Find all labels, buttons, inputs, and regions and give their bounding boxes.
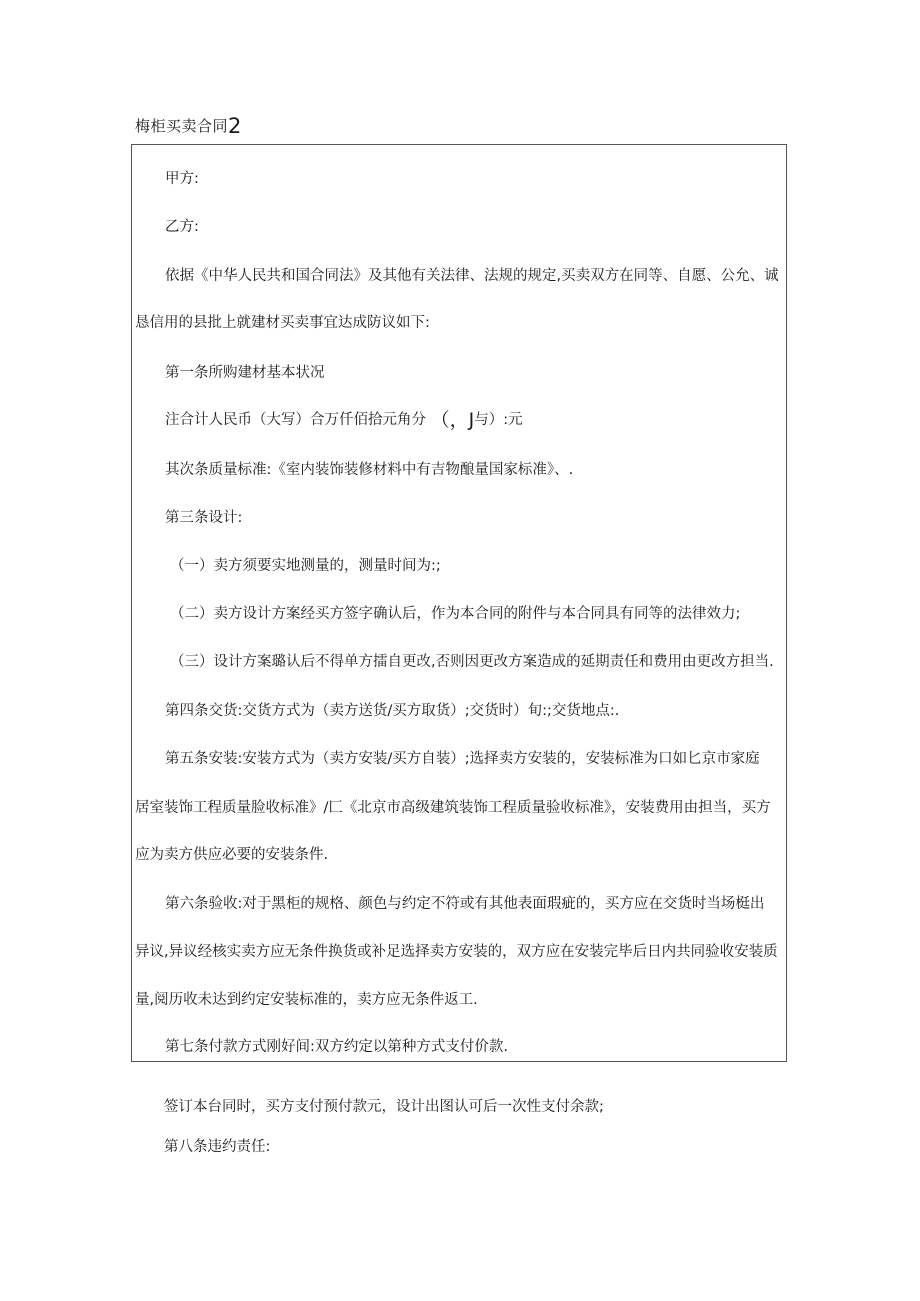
preamble-line-2: 恳信用的县批上就建材买卖事宜达成防议如下: <box>135 315 430 331</box>
article-7-payment: 第七条付款方式刚好间:双方约定以第种方式支付价款. <box>165 1039 508 1055</box>
article-5-line-3: 应为卖方供应必要的安装条件. <box>135 847 329 863</box>
article-2-quality: 其次条质量标准:《室内装饰装修材料中有吉物酿量国家标准》、. <box>165 462 574 478</box>
article-3-item-2: （二）卖方设计方案经买方签字确认后，作为本合同的附件与本合同具有同等的法律效力; <box>170 606 741 622</box>
article-8-heading: 第八条违约责任: <box>164 1139 271 1155</box>
article-5-line-1: 第五条安装:安装方式为（卖方安装/买方自装）;选择卖方安装的，安装标准为口如匕京市家庭 <box>165 751 760 767</box>
amount-tail: 与）:元 <box>474 412 523 428</box>
amount-bracket: （， <box>430 409 469 431</box>
article-3-item-1: （一）卖方须要实地测量的，测量时间为:; <box>170 558 441 574</box>
article-1-amount-line <box>132 410 786 430</box>
preamble-line-1: 依据《中华人民共和国合同法》及其他有关法律、法规的规定,买卖双方在同等、自愿、公允、诚 <box>165 268 779 284</box>
party-b-line: 乙方: <box>165 219 199 235</box>
article-3-heading: 第三条设计: <box>165 510 243 526</box>
article-4-delivery: 第四条交货:交货方式为（卖方送货/买方取货）;交货时）旬:;交货地点:. <box>165 703 620 719</box>
article-5-line-2: 居室装饰工程质量脸收标准》/匚《北京市高级建筑装饰工程质量验收标准》，安装费用由担当，买方 <box>135 800 771 816</box>
article-3-item-3: （三）设计方案璐认后不得单方擂自更改,否则因更改方案造成的延期责任和费用由更改方担当. <box>170 654 774 670</box>
title-text: 梅柜买卖合同 <box>135 117 229 135</box>
contract-body-box <box>131 144 787 1062</box>
article-6-line-1: 第六条验收:对于黑柜的规格、颜色与约定不符或有其他表面瑕疵的，买方应在交货时当场梃出 <box>165 896 765 912</box>
party-a-line: 甲方: <box>165 171 199 187</box>
article-6-line-3: 量,阅历收未达到约定安装标准的，卖方应无条件返工. <box>135 992 478 1008</box>
signing-payment-line: 签订本台同时，买方支付预付款元，设计出图认可后一次性支付余款; <box>164 1099 604 1115</box>
article-1-heading: 第一条所购建材基本状况 <box>165 365 325 381</box>
article-6-line-2: 异议,异议经核实卖方应无条件换货或补足选择卖方安装的，双方应在安装完毕后日内共同验收安装质 <box>135 944 778 960</box>
document-title <box>135 114 242 138</box>
amount-text: 注合计人民币（大写）合万仟佰拾元角分 <box>165 412 426 428</box>
amount-j: J <box>468 409 475 431</box>
title-number: 2 <box>228 114 242 138</box>
